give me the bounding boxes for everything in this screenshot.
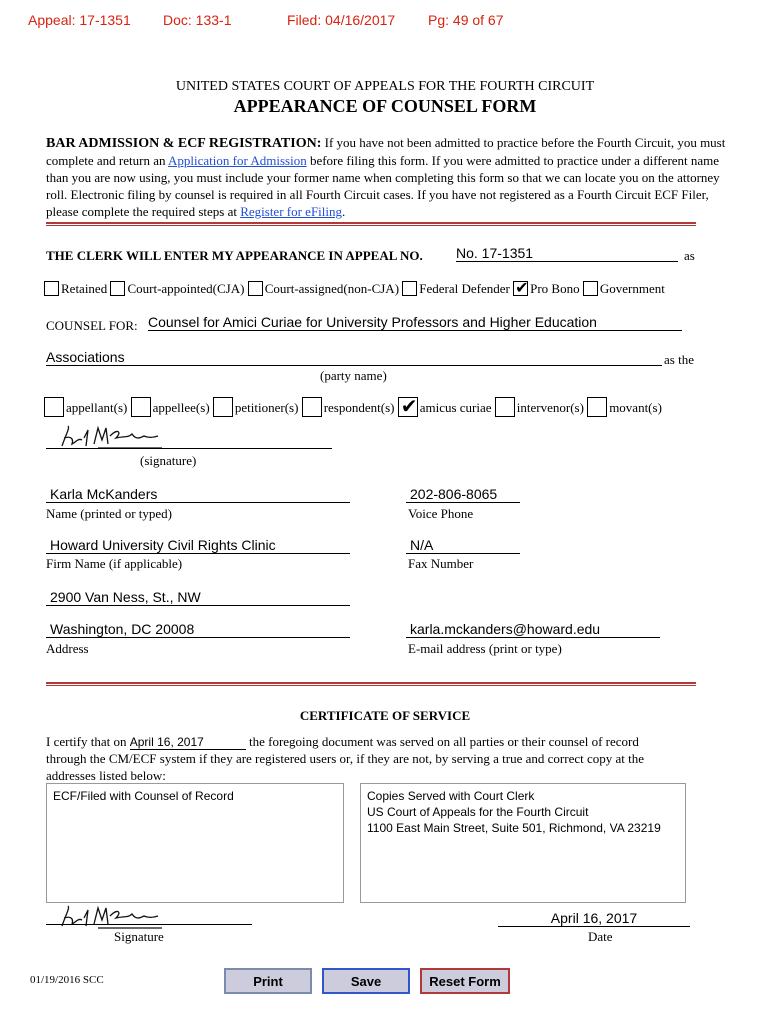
party-intervenor-checkbox[interactable] [495,397,515,417]
party-appellant-checkbox[interactable] [44,397,64,417]
party-label: amicus curiae [419,400,492,415]
party-name-label: (party name) [320,368,387,383]
party-amicus-checkbox[interactable] [398,394,418,418]
certificate-signature-image [58,904,168,932]
certificate-date-field[interactable]: April 16, 2017 [498,910,690,927]
role-government[interactable] [583,281,665,296]
service-right-line: Copies Served with Court Clerk [367,789,535,803]
signature-line [46,448,332,449]
party-respondent[interactable] [302,400,395,415]
party-movant[interactable] [587,400,662,415]
party-respondent-checkbox[interactable] [302,397,322,417]
role-options [44,278,665,297]
service-right-line: US Court of Appeals for the Fourth Circuit [367,805,589,819]
certificate-date-label: Date [588,929,613,944]
party-appellee-checkbox[interactable] [131,397,151,417]
doc-number: Doc: 133-1 [163,12,232,28]
role-label: Retained [61,281,108,296]
counsel-for-line1[interactable]: Counsel for Amici Curiae for University Professors and Higher Education [148,314,682,331]
role-label: Pro Bono [530,281,580,296]
print-button[interactable]: Print [224,968,312,994]
role-pro-bono-checkbox[interactable] [513,278,529,297]
party-intervenor[interactable] [495,400,584,415]
certificate-signature-line [46,924,252,925]
bar-text-2: before filing this form. If you were admitted to practice under a different name than you are now using, you must include your former name when completing this form so that we can locate you on the attorney roll. Electronic filing by counsel is required in all Fourth Circuit cases. If you have not registered as a Fourth Circuit ECF Filer, please complete the required steps at [46,153,720,219]
party-petitioner[interactable] [213,400,299,415]
role-government-checkbox[interactable] [583,281,598,296]
certificate-signature-label: Signature [114,929,164,944]
email-label: E-mail address (print or type) [408,641,562,656]
bar-heading: BAR ADMISSION & ECF REGISTRATION: [46,136,322,151]
court-title: UNITED STATES COURT OF APPEALS FOR THE FOURTH CIRCUIT [175,79,595,94]
certificate-paragraph [46,733,726,784]
checkmark-icon: ✔ [400,394,418,418]
fax-field[interactable]: N/A [406,537,520,554]
bar-text-1: If you have not been admitted to practice before the Fourth Circuit, you must complete and return an [46,135,726,168]
voice-phone-label: Voice Phone [408,506,474,521]
address-line1-field[interactable]: 2900 Van Ness, St., NW [46,589,350,606]
signature-label: (signature) [140,453,197,468]
cert-pre: I certify that on [46,734,127,749]
cert-date-field[interactable]: April 16, 2017 [130,735,246,750]
clerk-label: THE CLERK WILL ENTER MY APPEARANCE IN APPEAL NO. [46,248,423,263]
address-line2-field[interactable]: Washington, DC 20008 [46,621,350,638]
party-movant-checkbox[interactable] [587,397,607,417]
role-label: Federal Defender [419,281,510,296]
appeal-number: Appeal: 17-1351 [28,12,131,28]
party-label: petitioner(s) [234,400,299,415]
role-retained-checkbox[interactable] [44,281,59,296]
party-appellee[interactable] [131,400,210,415]
appeal-number-field[interactable]: No. 17-1351 [456,245,678,262]
service-box-right[interactable] [360,783,686,903]
cert-post: the foregoing document was served on all parties or their counsel of record [249,734,639,749]
role-court-appointed-checkbox[interactable] [110,281,125,296]
bar-text-3: . [342,204,346,219]
firm-name-field[interactable]: Howard University Civil Rights Clinic [46,537,350,554]
counsel-for-line2[interactable]: Associations [46,349,662,366]
divider-top [46,222,696,226]
role-court-assigned-checkbox[interactable] [248,281,263,296]
reset-form-button[interactable]: Reset Form [420,968,510,994]
clerk-suffix: as [684,248,695,263]
party-petitioner-checkbox[interactable] [213,397,233,417]
role-court-assigned[interactable] [248,281,399,296]
checkmark-icon: ✔ [515,278,529,297]
name-label: Name (printed or typed) [46,506,172,521]
service-right-line: 1100 East Main Street, Suite 501, Richmond, VA 23219 [367,821,661,835]
party-label: appellee(s) [152,400,210,415]
party-label: respondent(s) [323,400,395,415]
counsel-for-suffix: as the [664,352,694,367]
application-link[interactable]: Application for Admission [168,153,307,168]
form-title: APPEARANCE OF COUNSEL FORM [233,96,537,116]
register-efiling-link[interactable]: Register for eFiling [240,204,343,219]
voice-phone-field[interactable]: 202-806-8065 [406,486,520,503]
service-left-text: ECF/Filed with Counsel of Record [53,789,234,803]
role-court-appointed[interactable] [110,281,244,296]
service-box-left[interactable] [46,783,344,903]
email-field[interactable]: karla.mckanders@howard.edu [406,621,660,638]
fax-label: Fax Number [408,556,474,571]
cert-line3: addresses listed below: [46,768,166,783]
divider-bottom [46,682,696,686]
role-label: Court-assigned(non-CJA) [264,281,400,296]
save-button[interactable]: Save [322,968,410,994]
role-pro-bono[interactable] [513,278,580,297]
party-label: intervenor(s) [516,400,584,415]
role-label: Court-appointed(CJA) [127,281,245,296]
name-field[interactable]: Karla McKanders [46,486,350,503]
party-amicus[interactable] [398,394,492,418]
cert-line2: through the CM/ECF system if they are registered users or, if they are not, by serving a true and correct copy at the [46,751,645,766]
address-label: Address [46,641,89,656]
counsel-for-label: COUNSEL FOR: [46,318,138,333]
filed-date: Filed: 04/16/2017 [287,12,396,28]
firm-name-label: Firm Name (if applicable) [46,556,183,571]
role-label: Government [599,281,665,296]
party-options [44,394,662,418]
bar-admission-paragraph [46,134,726,220]
party-label: appellant(s) [66,400,128,415]
role-retained[interactable] [44,281,107,296]
certificate-title: CERTIFICATE OF SERVICE [299,708,471,723]
role-federal-defender-checkbox[interactable] [402,281,417,296]
form-code: 01/19/2016 SCC [30,974,104,986]
page-count: Pg: 49 of 67 [428,12,504,28]
role-federal-defender[interactable] [402,281,510,296]
party-label: movant(s) [609,400,662,415]
party-appellant[interactable] [44,400,127,415]
